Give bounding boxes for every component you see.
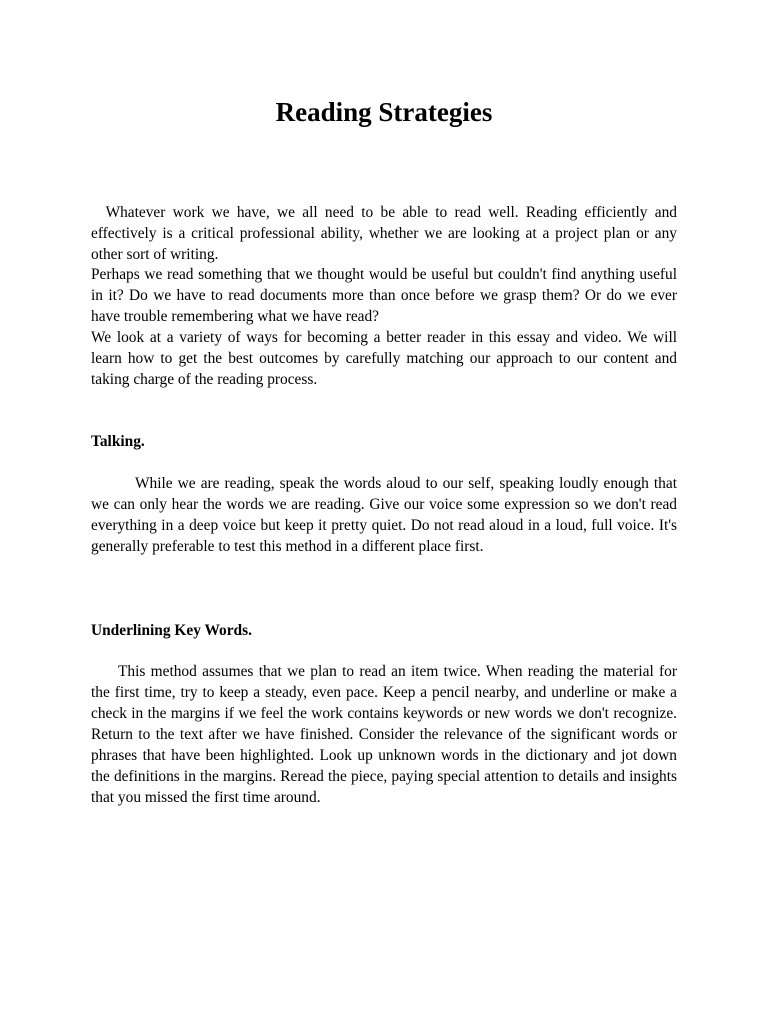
section-heading-underlining: Underlining Key Words.: [91, 622, 252, 639]
page-title: Reading Strategies: [275, 97, 493, 127]
intro-paragraph-1: Whatever work we have, we all need to be able to read well. Reading efficiently and effectively is a critical professional ability, whether we are looking at a project plan or any other sort of writing.: [91, 204, 681, 263]
section-body-underlining: This method assumes that we plan to read an item twice. When reading the material for the first time, try to keep a steady, even pace. Keep a pencil nearby, and underline or make a check in the margins if we feel the work contains keywords or new words we don't recognize. Return to the text after we have finished. Consider the relevance of the significant words or phrases that have been highlighted. Look up unknown words in the dictionary and jot down the definitions in the margins. Reread the piece, paying special attention to details and insights that you missed the first time around.: [91, 663, 677, 806]
intro-paragraph-2: Perhaps we read something that we thought would be useful but couldn't find anything useful in it? Do we have to read documents more than once before we grasp them? Or do we ever have trouble remembering what we have read?: [91, 266, 677, 325]
section-heading-talking: Talking.: [91, 433, 145, 450]
intro-paragraph-3: We look at a variety of ways for becoming a better reader in this essay and video. We will learn how to get the best outcomes by carefully matching our approach to our content and taking charge of the reading process.: [91, 329, 677, 388]
section-body-talking: While we are reading, speak the words aloud to our self, speaking loudly enough that we can only hear the words we are reading. Give our voice some expression so we don't read everything in a deep voice but keep it pretty quiet. Do not read aloud in a loud, full voice. It's generally preferable to test this method in a different place first.: [91, 475, 677, 555]
